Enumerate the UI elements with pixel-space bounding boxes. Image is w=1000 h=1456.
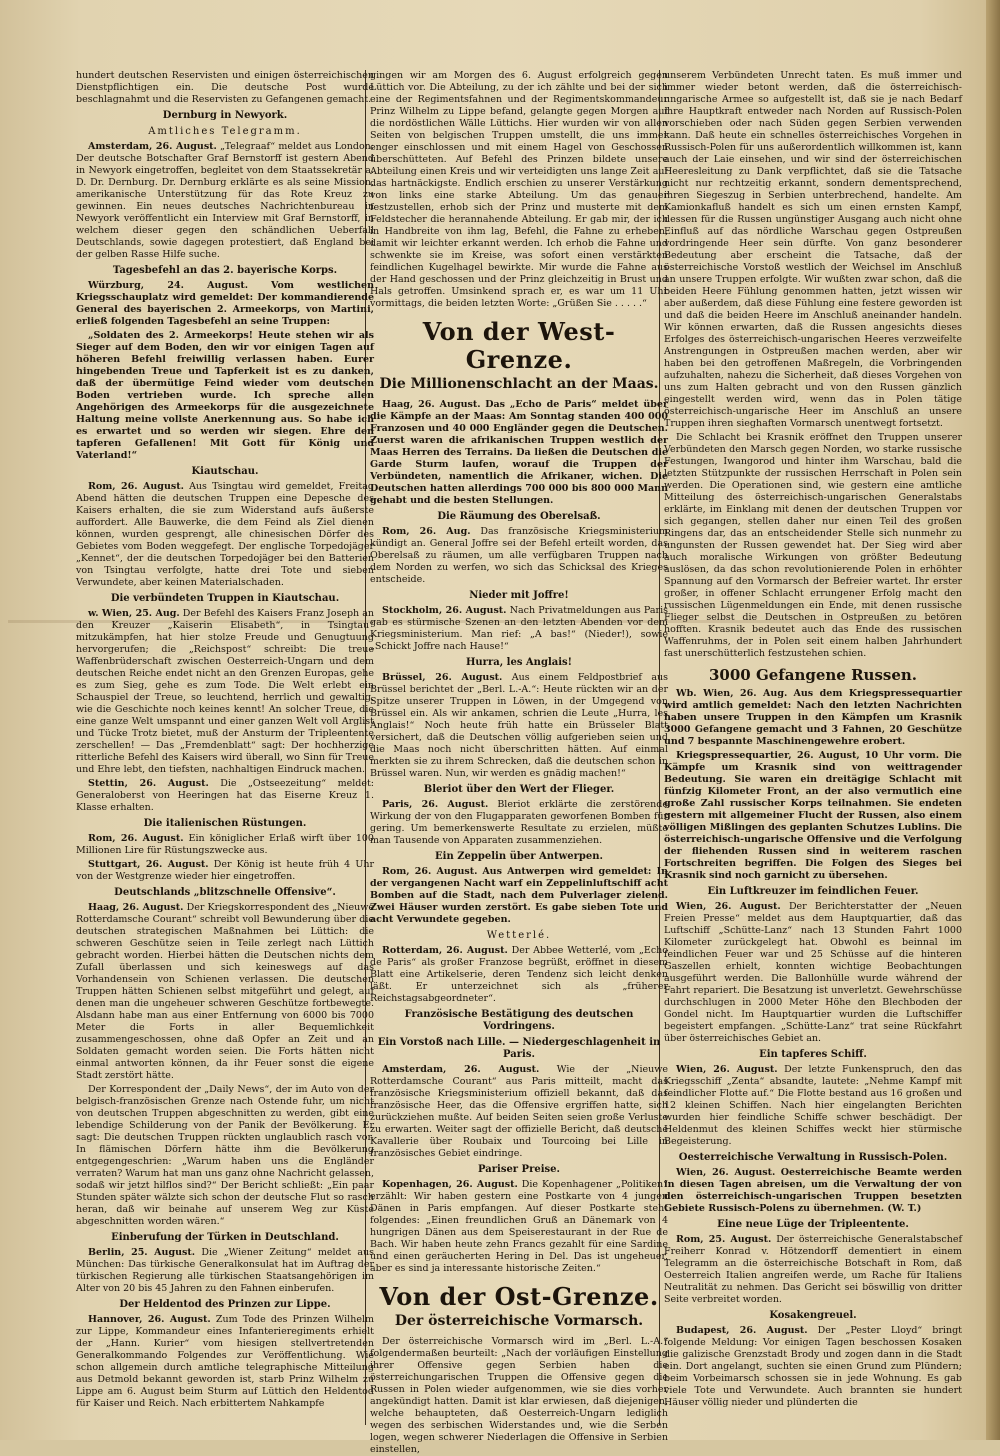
dateline: Stuttgart, 26. August. [88,859,209,870]
section-heading: Bleriot über den Wert der Flieger. [423,784,615,795]
section-heading: Oesterreichische Verwaltung in Russisch-Polen. [678,1152,948,1163]
section-title-west: Von der West-Grenze. [422,317,616,374]
article-text: Aus dem Kriegspressequartier wird amtlich gemeldet: Nach den letzten Nachrichten haben unsere Truppen in den Kämpfen um Krasnik 3000 Gefangene gemacht und 3 Fahnen, 20 Geschütze und 7 bespannte Maschinengewehre erobert. [664,688,962,747]
article-paragraph [76,141,374,261]
page-edge [986,0,1000,1440]
article-text: Der österreichische Vormarsch wird im „Berl. L.-A.“ folgendermaßen beurteilt: „Nach der vorläufigen Einstellung ihrer Offensive gegen Serbien haben die österreichungarischen Truppen die Offensive gegen die Russen in Polen wieder aufgenommen, wie sie dies vorher angekündigt hatten. Damit ist klar erwiesen, daß diejenigen, welche behaupteten, daß Oesterreich-Ungarn lediglich wegen des serbischen Widerstandes und, wie die Serben logen, wegen schwerer Niederlagen die Offensive in Serbien einstellen, [370,1336,668,1455]
dateline: Wien, 26. August. [676,1064,778,1075]
article-text: Vom westlichen Kriegsschauplatz wird gemeldet: Der kommandierende General des bayerischen 2. Armeekorps, von Martini, erließ folgenden Tagesbefehl an seine Truppen: [76,280,374,327]
article-paragraph [370,526,668,586]
section-heading: Die Räumung des Oberelsaß. [437,511,601,522]
subsection-title: Die Millionenschlacht an der Maas. [379,376,659,392]
section-heading: Die verbündeten Truppen in Kiautschau. [110,593,340,604]
section-heading: Der Heldentod des Prinzen zur Lippe. [119,1299,331,1310]
article-paragraph [664,750,962,882]
article-paragraph [76,859,374,883]
article-text: unserem Verbündeten Unrecht taten. Es muß immer und immer wieder betont werden, daß die österreichisch-ungarische Armee so aufgestellt ist, daß sie je nach Bedarf ihre Hauptkraft entweder nach Norden auf Russisch-Polen vorschieben oder nach Süden gegen Serbien verwenden kann. Daß heute ein schnelles österreichisches Vorgehen in Russisch-Polen für uns außerordentlich willkommen ist, kann auch der Laie einsehen, und wir sind der österreichischen Heeresleitung zu Dank verpflichtet, daß sie die Tatsache nicht nur rechtzeitig erkannt, sondern dementsprechend, ihren Siegeszug in Serbien unterbrechend, handelte. Am Kamionkafluß handelt es sich um einen ernsten Kampf, dessen für die Russen ungünstiger Ausgang auch nicht ohne Einfluß auf das nördliche Warschau gegen Ostpreußen vordringende Heer sein dürfte. Von ganz besonderer Bedeutung aber erscheint die Tatsache, daß der österreichische Vorstoß westlich der Weichsel im Anschluß an unsere Truppen erfolgte. Wir wußten zwar schon, daß die beiden Heere Fühlung genommen hatten, jetzt wissen wir aber außerdem, daß diese Fühlung eine festere geworden ist und daß die beiden Heere im Anschluß aneinander handeln. Wir können erwarten, daß die Russen angesichts dieses Erfolges des österreichisch-ungarischen Heeres verzweifelte Anstrengungen in Ostpreußen machen werden, aber wir haben bei den getroffenen Maßregeln, die Vorbringenden aufzuhalten, nahezu die Sicherheit, daß dieses Vorgehen von uns zum Halten gebracht und von den Russen gänzlich eingestellt werden wird, wenn das in Polen tätige österreichisch-ungarische Heer im Anschluß an unsere Truppen ihren sieghaften Vormarsch unentwegt fortsetzt. [664,70,962,429]
dateline: Paris, 26. August. [382,799,489,810]
dateline: Rom, 25. August. [676,1234,772,1245]
dateline: Kopenhagen, 26. August. [382,1179,518,1190]
column-3 [664,70,962,1425]
dateline: Amsterdam, 26. August. [382,1064,540,1075]
section-heading: Amtliches Telegramm. [148,126,302,137]
article-paragraph [370,1179,668,1275]
section-heading: Die italienischen Rüstungen. [143,818,307,829]
article-text: Der Kriegskorrespondent des „Nieuwe Rotterdamsche Courant“ schreibt voll Bewunderung über die deutschen strategischen Maßnahmen bei Lüttich: die schweren Geschütze seien in Teile zerlegt nach Lüttich gebracht worden. Hierbei hätten die Deutschen nichts dem Zufall überlassen und sich keineswegs auf das Vorhandensein von Schienen verlassen. Die deutschen Truppen hätten Schienen selbst mitgeführt und gelegt, auf denen man die ungeheuer schweren Geschütze fortbewegte. Alsdann habe man aus einer Entfernung von 6000 bis 7000 Meter die Forts in aller Bequemlichkeit zusammengeschossen, ohne daß Opfer an Zeit und an Soldaten gemacht worden seien. Die Forts hätten nicht einmal antworten können, da ihr Feuer sonst die eigene Stadt zerstört hätte. [76,902,374,1081]
article-text: Aus einem Feldpostbrief aus Brüssel berichtet der „Berl. L.-A.“: Heute rückten wir an der Spitze unserer Truppen in Löwen, in der Umgegend von Brüssel ein. Als wir ankamen, schrien die Leute „Hurra, les Anglais!“ Noch heute früh hatte ein Brüsseler Blatt versichert, daß die Deutschen völlig aufgerieben seien und die Maas noch nicht überschritten hätten. Auf einmal merkten sie zu ihrem Schrecken, daß die deutschen schon in Brüssel waren. Nun, wir werden es gnädig machen!“ [370,672,668,779]
section-heading: Pariser Preise. [478,1164,560,1175]
dateline: Wb. Wien, 26. Aug. [676,688,788,699]
dateline: Wien, 26. August. [676,901,781,912]
dateline: Amsterdam, 26. August. [88,141,217,152]
column-1 [76,70,374,1425]
article-text: Ein königlicher Erlaß wirft über 100 Millionen Lire für Rüstungszwecke aus. [76,833,374,856]
article-paragraph [76,902,374,1082]
column-2 [370,70,668,1455]
article-text: Die Kopenhagener „Politiken“ erzählt: Wir haben gestern eine Postkarte von 4 jungen Dänen in Paris empfangen. Auf dieser Postkarte steht folgendes: „Einen freundlichen Gruß an Dänemark von 4 hungrigen Dänen aus dem Speiserestaurant in der Rue de Bach. Wir haben heute zehn Francs gezahlt für eine Sardine und einen geräucherten Hering in Del. Das ist ungeheuer, aber es sind ja interessante historische Zeiten.“ [370,1179,668,1274]
article-text: Wie der „Nieuwe Rotterdamsche Courant“ aus Paris mitteilt, macht das französische Kriegsministerium offiziell bekannt, daß das französische Heer, das die Offensive ergriffen hatte, sich zurückziehen mußte. Auf beiden Seiten seien große Verluste zu erwarten. Weiter sagt der offizielle Bericht, daß deutsche Kavallerie über Roubaix und Tourcoing bei Lille in französisches Gebiet eindringe. [370,1064,668,1159]
article-text: Oesterreichische Beamte werden in diesen Tagen abreisen, um die Verwaltung der von den österreichisch-ungarischen Truppen besetzten Gebiete Russisch-Polens zu übernehmen. (W. T.) [664,1167,962,1214]
article-text: Die Kämpfe um Krasnik sind von weittragender Bedeutung. Sie waren ein dreitägige Schlacht mit fünfzig Kilometer Front, an der also vermutlich eine große Zahl russischer Korps teilnahmen. Sie endeten gestern mit allgemeiner Flucht der Russen, also einem völligen Mißlingen des geplanten Schutzes Lublins. Die österreichisch-ungarische Offensive und die Verfolgung der fliehenden Russen sind in weiterem raschen Fortschreiten begriffen. Die Folgen des Sieges bei Krasnik sind noch garnicht zu übersehen. [664,750,962,881]
article-text: Nach Privatmeldungen aus Paris gab es stürmische Szenen an den letzten Abenden vor dem Kriegsministerium. Man rief: „A bas!“ (Nieder!), sowie „Schickt Joffre nach Hause!“ [370,605,668,652]
section-title-gefangene: 3000 Gefangene Russen. [708,666,918,684]
article-paragraph [370,399,668,507]
article-text: Der Berichterstatter der „Neuen Freien Presse“ meldet aus dem Hauptquartier, daß das Luftschiff „Schütte-Lanz“ nach 13 Stunden Fahrt 1000 Kilometer zurückgelegt hat. Obwohl es beinnal im feindlichen Feuer war und 25 Schüsse auf die hinteren Gaszellen erhielt, konnten wichtige Beobachtungen ausgeführt werden. Die Ballonhülle wurde während der Fahrt repariert. Die Besatzung ist unverletzt. Gewehrschüsse durchschlugen in 2000 Meter Höhe den Blechboden der Gondel nicht. Im Hauptquartier wurden die Luftschiffer begeistert empfangen. „Schütte-Lanz“ trat seine Rückfahrt über österreichisches Gebiet an. [664,901,963,1044]
article-paragraph [370,1064,668,1160]
article-text: Die „Ostseezeitung“ meldet: Generaloberst von Heeringen hat das Eiserne Kreuz 1. Klasse erhalten. [76,778,375,813]
article-paragraph [664,688,962,748]
article-paragraph [370,672,668,780]
article-text: Das französische Kriegsministerium kündigt an. General Joffre sei der Befehl erteilt worden, das Oberelsaß zu räumen, um alle verfügbaren Truppen nach dem Norden zu werfen, wo sich das Schicksal des Krieges entscheide. [370,526,668,585]
article-text: gingen wir am Morgen des 6. August erfolgreich gegen Lüttich vor. Die Abteilung, zu der ich zählte und bei der sich eine der Regimentsfahnen und der Regimentskommandeur Prinz Wilhelm zu Lippe befand, gelangte gegen Morgen auf die nordöstlichen Wälle Lüttichs. Hier wurden wir von allen Seiten von belgischen Truppen umstellt, die uns immer enger einschlossen und mit einem Hagel von Geschossen überschütteten. Auf Befehl des Prinzen bildete unsere Abteilung einen Kreis und wir verteidigten uns lange Zeit auf das hartnäckigste. Endlich erschien zu unserer Verstärkung von links eine starke Abteilung. Um das genauer festzustellen, erhob sich der Prinz und musterte mit dem Feldstecher die herannahende Abteilung. Er gab mir, der ich in Handbreite von ihm lag, Befehl, die Fahne zu erheben, damit wir leichter erkannt werden. Ich erhob die Fahne und schwenkte sie im Kreise, was sofort einen verstärkten feindlichen Kugelhagel bewirkte. Mir wurde die Fahne aus der Hand geschossen und der Prinz gleichzeitig in Brust und Hals getroffen. Umsinkend sprach er, es war um 11 Uhr vormittags, die beiden letzten Worte: „Grüßen Sie . . . . .“ [370,70,668,309]
section-heading: Ein Vorstoß nach Lille. — Niedergeschlagenheit in Paris. [377,1037,661,1060]
section-heading: Kosakengreuel. [769,1310,857,1321]
section-heading: Kiautschau. [191,466,259,477]
dateline: Würzburg, 24. August. [88,280,249,291]
article-paragraph [76,481,374,589]
article-paragraph [76,778,374,814]
article-paragraph [76,608,374,776]
article-paragraph [76,1247,374,1295]
dateline: Budapest, 26. August. [676,1325,808,1336]
article-paragraph [664,1064,962,1148]
article-text: Das „Echo de Paris“ meldet über die Kämpfe an der Maas: Am Sonntag standen 400 000 Franzosen und 40 000 Engländer gegen die Deutschen. Zuerst waren die afrikanischen Truppen westlich der Maas Herren des Terrains. Da ließen die Deutschen die Garde Sturm laufen, worauf die Truppen der Verbündeten, namentlich die Afrikaner, wichen. Die Deutschen hatten allerdings 700 000 bis 800 000 Mann gehabt und die besten Stellungen. [370,399,668,506]
section-heading: Ein tapferes Schiff. [759,1049,867,1060]
dateline: Rom, 26. August. [88,833,184,844]
article-text: Zum Tode des Prinzen Wilhelm zur Lippe, Kommandeur eines Infanterieregiments erhielt der „Hann. Kurier“ vom hiesigen stellvertretenden Generalkommando Folgendes zur Veröffentlichung. Wie schon allgemein durch amtliche telegraphische Mitteilung aus Detmold bekannt geworden ist, starb Prinz Wilhelm zu Lippe am 6. August beim Sturm auf Lüttich den Heldentod für Kaiser und Reich. Nach erbittertem Nahkampfe [76,1314,374,1409]
dateline: Hannover, 26. August. [88,1314,211,1325]
subsection-title: Der österreichische Vormarsch. [394,1313,644,1329]
dateline: Kriegspressequartier, 26. August, 10 Uhr vorm. [676,750,940,761]
dateline: Stettin, 26. August. [88,778,209,789]
article-paragraph [370,945,668,1005]
article-paragraph [664,1325,962,1409]
dateline: Rom, 26. Aug. [382,526,471,537]
section-heading: Ein Zeppelin über Antwerpen. [435,851,603,862]
article-text: „Telegraaf“ meldet aus London: Der deutsche Botschafter Graf Bernstorff ist gestern Abend in Newyork eingetroffen, begleitet von dem Staatssekretär a. D. Dr. Dernburg. Dr. Dernburg erklärte es als seine Mission, amerikanische Unterstützung für das Rote Kreuz zu gewinnen. Ein neues deutsches Nachrichtenbureau in Newyork veröffentlicht ein Interview mit Graf Bernstorff, in welchem dieser gegen den schändlichen Ueberfall Deutschlands, sowie dagegen protestiert, daß England bei der gelben Rasse Hilfe suche. [76,141,374,260]
dateline: Haag, 26. August. [88,902,184,913]
article-paragraph [664,1234,962,1306]
article-text: Die Schlacht bei Krasnik eröffnet den Truppen unserer Verbündeten den Marsch gegen Norden, wo starke russische Festungen, Iwangorod und hinter ihm Warschau, bald die letzten Stützpunkte der russischen Herrschaft in Polen sein werden. Die Operationen sind, wie gestern eine amtliche Mitteilung des österreichisch-ungarischen Generalstabs erklärte, im Einklang mit denen der deutschen Truppen vor sich gegangen, stellen daher nur einen Teil des großen Ringens dar, das an entscheidender Stelle sich nunmehr zu ungunsten der Russen gewendet hat. Der Sieg wird aber auch moralische Wirkungen von größter Bedeutung auslösen, da das schon revolutionierende Polen in erhöhter Spannung auf den Vormarsch der Befreier wartet. Ihr erster großer, in offener Schlacht errungener Erfolg macht den russischen Lügenmeldungen ein Ende, mit denen russische Flieger selbst die Deutschen in Ostpreußen zu betören hofften. Krasnik bedeutet auch das Ende des russischen Waffenruhms, der in Polen seit einem halben Jahrhundert fast unerschütterlich festzustehen schien. [664,432,962,659]
dateline: Wien, 26. August. [676,1167,776,1178]
dateline: Berlin, 25. August. [88,1247,196,1258]
section-heading: Eine neue Lüge der Tripleentente. [717,1219,909,1230]
dateline: Rom, 26. August. [88,481,184,492]
article-text: Der letzte Funkenspruch, den das Kriegsschiff „Zenta“ absandte, lautete: „Nehme Kampf mit feindlicher Flotte auf.“ Die Flotte bestand aus 16 großen und 12 kleinen Schiffen. Nach hier eingelangten Berichten wurden hier feindliche Schiffe schwer beschädigt. Der Heldenmut des kleinen Schiffes weckt hier stürmische Begeisterung. [664,1064,962,1147]
section-heading: Wetterlé. [486,930,552,941]
section-heading: Hurra, les Anglais! [465,657,573,668]
section-heading: Dernburg in Newyork. [162,110,288,121]
dateline: Stockholm, 26. August. [382,605,507,616]
article-text: Der Korrespondent der „Daily News“, der im Auto von der belgisch-französischen Grenze nach Ostende fuhr, um nicht von deutschen Truppen abgeschnitten zu werden, gibt eine lebendige Schilderung von der Panik der Bevölkerung. Er sagt: Die deutschen Truppen rückten unglaublich rasch vor. In flämischen Dörfern hätte ihm die Bevölkerung entgegengeschrien: „Warum haben uns die Engländer verraten? Warum hat man uns ganz ohne Nachricht gelassen, sodaß wir jetzt hilflos sind?“ Der Bericht schließt: „Ein paar Stunden später wälzte sich schon der deutsche Flut so rasch heran, daß wir beinahe auf unserem Weg zur Küste abgeschnitten worden wären.“ [76,1084,374,1227]
article-text: hundert deutschen Reservisten und einigen österreichischen Dienstpflichtigen ein. Die deutsche Post wurde beschlagnahmt und die Reservisten zu Gefangenen gemacht. [76,70,374,105]
dateline: Rom, 26. August. [382,866,478,877]
article-text: Aus Antwerpen wird gemeldet: In der vergangenen Nacht warf ein Zeppelinluftschiff acht Bomben auf die Stadt, nach dem Pulverlager zielend. Zwei Häuser wurden zerstört. Es gabe sieben Tote und acht Verwundete gegeben. [370,866,668,925]
article-text: Der österreichische Generalstabschef Freiherr Konrad v. Hötzendorff dementiert in einem Telegramm an die österreichische Botschaft in Rom, daß Oesterreich Italien angreifen werde, um Rache für Italiens Neutralität zu nehmen. Das Gericht sei böswillig von dritter Seite verbreitet worden. [664,1234,962,1305]
article-paragraph [370,605,668,653]
article-paragraph [664,901,962,1045]
dateline: w. Wien, 25. Aug. [88,608,180,619]
article-text: Der Befehl des Kaisers Franz Joseph an den Kreuzer „Kaiserin Elisabeth“, in Tsingtau“ mitzukämpfen, hat hier stolze Freude und Genugtuung hervorgerufen; die „Reichspost“ schreibt: Die treue Waffenbrüderschaft zwischen Oesterreich-Ungarn und dem deutschen Reiche endet nicht an den Grenzen Europas, gehe es zum Sieg, gehe es zum Tode. Die Welt erlebt ein Schauspiel der Treue, so leuchtend, herrlich und gewaltig, wie die Geschichte noch keines kennt! An solcher Treue, die eine ganze Welt umspannt und einer ganzen Welt voll Arglist und Tücke Trotz bietet, muß der Ansturm der Tripleentente zerschellen! — Das „Fremdenblatt“ sagt: Der hochherzige ritterliche Befehl des Kaisers wird überall, wo Sinn für Treue und Ehre lebt, den tiefsten, nachhaltigen Eindruck machen. [76,608,374,775]
article-paragraph [370,866,668,926]
quote-text: „Soldaten des 2. Armeekorps! Heute stehen wir als Sieger auf dem Boden, den wir vor einigen Tagen auf höheren Befehl freiwillig verlassen haben. Eurer hingebenden Treue und Tapferkeit ist es zu danken, daß der übermütige Feind wieder vom deutschen Boden vertrieben wurde. Ich spreche allen Angehörigen des Armeekorps für die ausgezeichnete Haltung meine vollste Anerkennung aus. So habe ich es erwartet und so werden wir siegen. Ehre den tapferen Gefallenen! Mit Gott für König und Vaterland!“ [76,330,374,461]
article-paragraph [76,280,374,328]
dateline: Brüssel, 26. August. [382,672,503,683]
article-text: Der „Pester Lloyd“ bringt folgende Meldung: Vor einigen Tagen beschossen Kosaken die galizische Grenzstadt Brody und zogen dann in die Stadt ein. Dort angelangt, suchten sie einen Grund zum Plündern; beim Vorbeimarsch schossen sie in jede Wohnung. Es gab viele Tote und Verwundete. Auch brannten sie hundert Häuser völlig nieder und plünderten die [664,1325,962,1408]
article-text: Aus Tsingtau wird gemeldet, Freitag Abend hätten die deutschen Truppen eine Depesche des Kaisers erhalten, die sie zum Widerstand aufs äußerste auffordert. Alle Bauwerke, die dem Feind als Ziel dienen können, wurden gesprengt, alle chinesischen Dörfer des Gebietes vom Boden weggefegt. Der englische Torpedojäger „Kennet“, der die deutschen Torpedojäger bei den Batterien von Tsingtau verfolgte, hatte drei Tote und sieben Verwundete, aber keinen Materialschaden. [76,481,374,588]
section-heading: Ein Luftkreuzer im feindlichen Feuer. [707,886,919,897]
section-heading: Einberufung der Türken in Deutschland. [111,1232,339,1243]
article-paragraph [370,799,668,847]
dateline: Haag, 26. August. [382,399,481,410]
section-heading: Tagesbefehl an das 2. bayerische Korps. [112,265,338,276]
article-text: Bleriot erklärte die zerstörende Wirkung der von den Flugapparaten geworfenen Bomben für gering. Um bemerkenswerte Resultate zu erzielen, müßte man Tausende von Apparaten zusammenziehen. [370,799,668,846]
section-title-ost: Von der Ost-Grenze. [379,1282,659,1311]
article-paragraph [76,833,374,857]
article-text: Der König ist heute früh 4 Uhr von der Westgrenze wieder hier eingetroffen. [76,859,374,882]
article-text: Die „Wiener Zeitung“ meldet aus München: Das türkische Generalkonsulat hat im Auftrag der türkischen Regierung alle türkischen Staatsangehörigen im Alter von 20 bis 45 Jahren zu den Fahnen einberufen. [76,1247,374,1294]
section-heading: Nieder mit Joffre! [469,590,569,601]
article-text: Der Abbee Wetterlé, vom „Echo de Paris“ als großer Franzose begrüßt, eröffnet in diesem Blatt eine Artikelserie, deren Tendenz sich leicht denken läßt. Er unterzeichnet sich als „früherer Reichstagsabgeordneter“. [370,945,668,1004]
article-paragraph [76,1314,374,1410]
dateline: Rotterdam, 26. August. [382,945,508,956]
section-heading: Deutschlands „blitzschnelle Offensive“. [114,887,336,898]
article-paragraph [664,1167,962,1215]
section-heading: Französische Bestätigung des deutschen Vordringens. [404,1009,634,1032]
